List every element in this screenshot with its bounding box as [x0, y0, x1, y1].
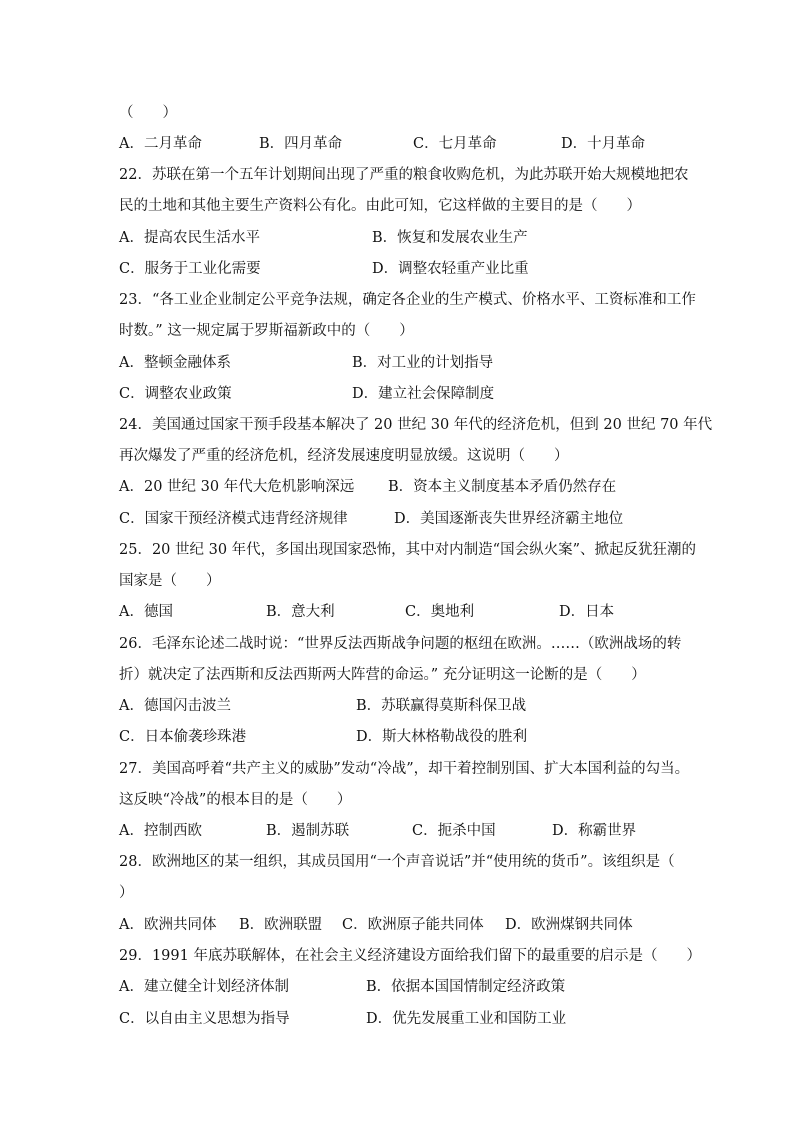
q23-stem-line-1: 23．“各工业企业制定公平竞争法规，确定各企业的生产模式、价格水平、工资标准和工作 — [119, 292, 696, 308]
q23-stem-line-2: 时数。” 这一规定属于罗斯福新政中的（ ） — [119, 323, 414, 339]
q27-stem-line-2: 这反映“冷战”的根本目的是（ ） — [119, 792, 352, 808]
q28-option-b: B．欧洲联盟 — [239, 917, 323, 933]
q28-stem-line-2: ） — [119, 885, 134, 901]
q21-option-c: C．七月革命 — [413, 136, 497, 152]
q21-option-b: B．四月革命 — [259, 136, 343, 152]
q29-option-d: D．优先发展重工业和国防工业 — [366, 1011, 567, 1027]
q27-option-c: C．扼杀中国 — [412, 823, 496, 839]
q24-option-c: C．国家干预经济模式违背经济规律 — [119, 511, 348, 527]
q22-option-a: A．提高农民生活水平 — [119, 230, 260, 246]
q29-stem-line-1: 29．1991 年底苏联解体，在社会主义经济建设方面给我们留下的最重要的启示是（ ） — [119, 948, 701, 964]
q26-stem-line-2: 折）就决定了法西斯和反法西斯两大阵营的命运。” 充分证明这一论断的是（ ） — [119, 667, 646, 683]
q22-stem-line-1: 22．苏联在第一个五年计划期间出现了严重的粮食收购危机，为此苏联开始大规模地把农 — [119, 167, 689, 183]
q22-option-d: D．调整农轻重产业比重 — [372, 261, 529, 277]
q28-option-d: D．欧洲煤钢共同体 — [505, 917, 633, 933]
q23-option-a: A．整顿金融体系 — [119, 355, 231, 371]
q22-option-b: B．恢复和发展农业生产 — [372, 230, 528, 246]
q29-option-b: B．依据本国国情制定经济政策 — [366, 979, 566, 995]
q28-option-c: C．欧洲原子能共同体 — [342, 917, 484, 933]
q29-option-a: A．建立健全计划经济体制 — [119, 979, 289, 995]
q24-option-d: D．美国逐渐丧失世界经济霸主地位 — [394, 511, 624, 527]
q25-option-b: B．意大利 — [266, 604, 335, 620]
q22-option-c: C．服务于工业化需要 — [119, 261, 261, 277]
q26-option-a: A．德国闪击波兰 — [119, 698, 231, 714]
q21-option-d: D．十月革命 — [561, 136, 646, 152]
q27-option-d: D．称霸世界 — [552, 823, 637, 839]
q24-option-b: B．资本主义制度基本矛盾仍然存在 — [388, 479, 617, 495]
q23-option-b: B．对工业的计划指导 — [352, 355, 494, 371]
q27-option-b: B．遏制苏联 — [266, 823, 350, 839]
q26-stem-line-1: 26．毛泽东论述二战时说：“世界反法西斯战争问题的枢纽在欧洲。……（欧洲战场的转 — [119, 636, 682, 652]
q23-option-c: C．调整农业政策 — [119, 386, 232, 402]
q27-stem-line-1: 27．美国高呼着“共产主义的威胁”发动“冷战”，却干着控制别国、扩大本国利益的勾当。 — [119, 761, 690, 777]
q29-option-c: C．以自由主义思想为指导 — [119, 1011, 290, 1027]
q26-option-c: C．日本偷袭珍珠港 — [119, 729, 247, 745]
q23-option-d: D．建立社会保障制度 — [352, 386, 495, 402]
q28-stem-line-1: 28．欧洲地区的某一组织，其成员国用“一个声音说话”并“使用统的货币”。该组织是（ — [119, 854, 675, 870]
q21-answer-blank: （ ） — [119, 105, 177, 121]
q22-stem-line-2: 民的土地和其他主要生产资料公有化。由此可知，它这样做的主要目的是（ ） — [119, 198, 641, 214]
q24-stem-line-2: 再次爆发了严重的经济危机，经济发展速度明显放缓。这说明（ ） — [119, 448, 569, 464]
q25-option-d: D．日本 — [559, 604, 615, 620]
q25-option-a: A．德国 — [119, 604, 173, 620]
q24-stem-line-1: 24．美国通过国家干预手段基本解决了 20 世纪 30 年代的经济危机，但到 20 世纪 70 年代 — [119, 417, 713, 433]
q25-option-c: C．奥地利 — [405, 604, 475, 620]
q25-stem-line-2: 国家是（ ） — [119, 573, 221, 589]
q21-option-a: A．二月革命 — [119, 136, 202, 152]
q26-option-b: B．苏联赢得莫斯科保卫战 — [356, 698, 527, 714]
q26-option-d: D．斯大林格勒战役的胜利 — [356, 729, 528, 745]
q28-option-a: A．欧洲共同体 — [119, 917, 217, 933]
q27-option-a: A．控制西欧 — [119, 823, 202, 839]
q25-stem-line-1: 25．20 世纪 30 年代，多国出现国家恐怖，其中对内制造“国会纵火案”、掀起反犹狂潮的 — [119, 542, 697, 558]
q24-option-a: A．20 世纪 30 年代大危机影响深远 — [119, 479, 355, 495]
